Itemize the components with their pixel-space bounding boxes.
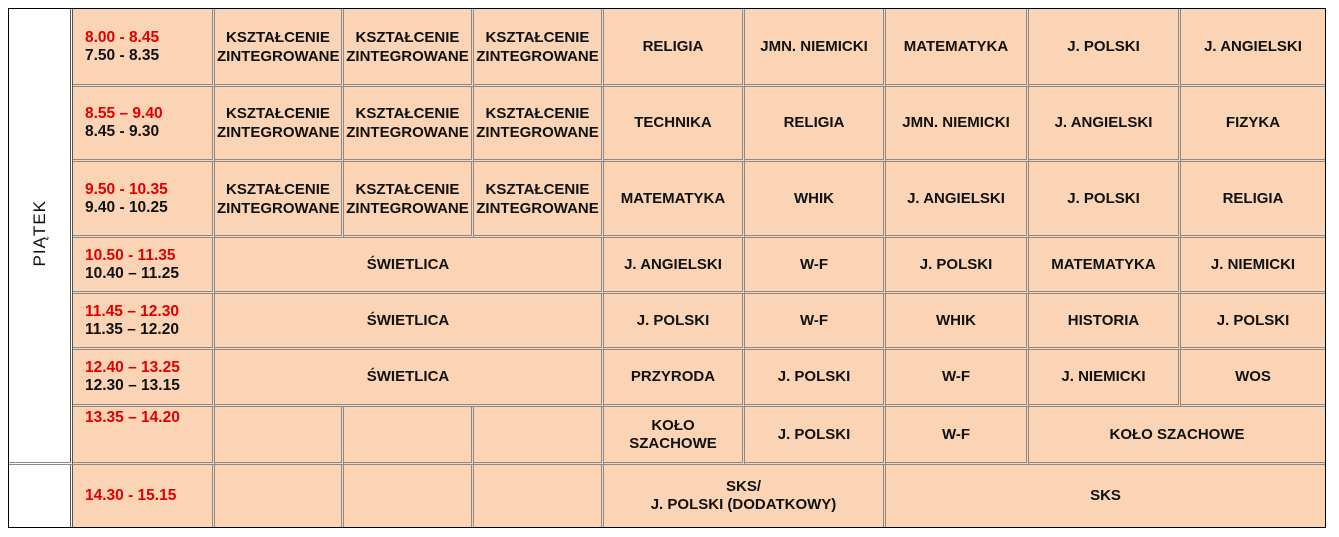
empty-cell [474, 407, 604, 465]
sks-left-cell [604, 465, 886, 527]
lesson-cell: J. POLSKI [745, 407, 886, 465]
lesson-cell: J. NIEMICKI [1181, 238, 1325, 294]
timetable-frame [8, 8, 1326, 528]
day-label-cell [9, 9, 73, 465]
empty-cell [474, 465, 604, 527]
time-cell [73, 162, 215, 238]
empty-cell [215, 407, 344, 465]
empty-day-cell [9, 465, 73, 527]
lesson-cell: FIZYKA [1181, 87, 1325, 162]
lesson-cell: J. POLSKI [1029, 9, 1181, 87]
empty-cell [344, 407, 474, 465]
table-row [9, 294, 1325, 350]
lesson-cell: J. POLSKI [1181, 294, 1325, 350]
table-row [9, 238, 1325, 294]
lesson-cell: W-F [886, 350, 1029, 407]
lesson-cell: J. POLSKI [1029, 162, 1181, 238]
lesson-cell: KSZTAŁCENIE ZINTEGROWANE [344, 9, 474, 87]
lesson-time-black: 8.45 - 9.30 [85, 123, 160, 140]
lesson-cell: KSZTAŁCENIE ZINTEGROWANE [474, 162, 604, 238]
lesson-cell: J. ANGIELSKI [886, 162, 1029, 238]
time-cell [73, 238, 215, 294]
merged-lesson-cell: KOŁO SZACHOWE [1029, 407, 1325, 465]
table-row [9, 162, 1325, 238]
time-cell [73, 294, 215, 350]
lesson-time-red: 8.55 – 9.40 [85, 105, 163, 122]
lesson-cell: RELIGIA [1181, 162, 1325, 238]
lesson-cell: TECHNIKA [604, 87, 745, 162]
time-cell [73, 9, 215, 87]
lesson-cell: J. ANGIELSKI [1029, 87, 1181, 162]
lesson-cell: KSZTAŁCENIE ZINTEGROWANE [215, 87, 344, 162]
lesson-time-black: 12.30 – 13.15 [85, 377, 180, 394]
lesson-cell: KSZTAŁCENIE ZINTEGROWANE [344, 87, 474, 162]
table-row [9, 465, 1325, 527]
lesson-time-red: 12.40 – 13.25 [85, 359, 180, 376]
lesson-cell: WHIK [886, 294, 1029, 350]
lesson-cell: MATEMATYKA [604, 162, 745, 238]
lesson-cell: J. POLSKI [604, 294, 745, 350]
sks-left-line1: SKS/ [725, 478, 761, 495]
lesson-time-red: 8.00 - 8.45 [85, 28, 160, 46]
lesson-cell: KSZTAŁCENIE ZINTEGROWANE [474, 87, 604, 162]
time-cell [73, 407, 215, 465]
merged-lesson-cell: ŚWIETLICA [215, 294, 604, 350]
lesson-cell: MATEMATYKA [886, 9, 1029, 87]
lesson-cell: JMN. NIEMICKI [886, 87, 1029, 162]
lesson-cell: J. ANGIELSKI [1181, 9, 1325, 87]
empty-cell [344, 465, 474, 527]
lesson-cell: W-F [745, 238, 886, 294]
lesson-cell: MATEMATYKA [1029, 238, 1181, 294]
lesson-cell: KSZTAŁCENIE ZINTEGROWANE [474, 9, 604, 87]
lesson-time-red: 9.50 - 10.35 [85, 180, 168, 198]
merged-lesson-cell: ŚWIETLICA [215, 238, 604, 294]
empty-cell [215, 465, 344, 527]
lesson-time-black: 9.40 - 10.25 [85, 198, 168, 216]
table-row [9, 407, 1325, 465]
day-label: PIĄTEK [29, 199, 49, 267]
lesson-time-red: 11.45 – 12.30 [85, 302, 179, 320]
lesson-time-black: 10.40 – 11.25 [85, 264, 179, 282]
lesson-cell: HISTORIA [1029, 294, 1181, 350]
lesson-cell: J. ANGIELSKI [604, 238, 745, 294]
time-cell [73, 465, 215, 527]
timetable [9, 9, 1325, 527]
lesson-cell: J. POLSKI [886, 238, 1029, 294]
table-row [9, 350, 1325, 407]
lesson-cell: W-F [745, 294, 886, 350]
lesson-time-black: 7.50 - 8.35 [85, 46, 160, 64]
lesson-cell: RELIGIA [745, 87, 886, 162]
lesson-time-red: 13.35 – 14.20 [85, 409, 180, 426]
lesson-cell: WOS [1181, 350, 1325, 407]
lesson-time-red: 14.30 - 15.15 [85, 487, 177, 504]
lesson-cell: J. POLSKI [745, 350, 886, 407]
lesson-cell: KSZTAŁCENIE ZINTEGROWANE [215, 162, 344, 238]
merged-lesson-cell: ŚWIETLICA [215, 350, 604, 407]
lesson-cell: W-F [886, 407, 1029, 465]
sks-left-line2: J. POLSKI (DODATKOWY) [650, 496, 837, 513]
lesson-time-black: 11.35 – 12.20 [85, 320, 179, 338]
lesson-cell: PRZYRODA [604, 350, 745, 407]
time-cell [73, 350, 215, 407]
lesson-cell: KSZTAŁCENIE ZINTEGROWANE [344, 162, 474, 238]
lesson-cell: KOŁO SZACHOWE [604, 407, 745, 465]
lesson-cell: JMN. NIEMICKI [745, 9, 886, 87]
time-cell [73, 87, 215, 162]
table-row [9, 9, 1325, 87]
lesson-time-red: 10.50 - 11.35 [85, 246, 176, 264]
lesson-cell: RELIGIA [604, 9, 745, 87]
lesson-cell: J. NIEMICKI [1029, 350, 1181, 407]
lesson-cell: WHIK [745, 162, 886, 238]
sks-right-cell: SKS [886, 465, 1325, 527]
table-row [9, 87, 1325, 162]
lesson-cell: KSZTAŁCENIE ZINTEGROWANE [215, 9, 344, 87]
